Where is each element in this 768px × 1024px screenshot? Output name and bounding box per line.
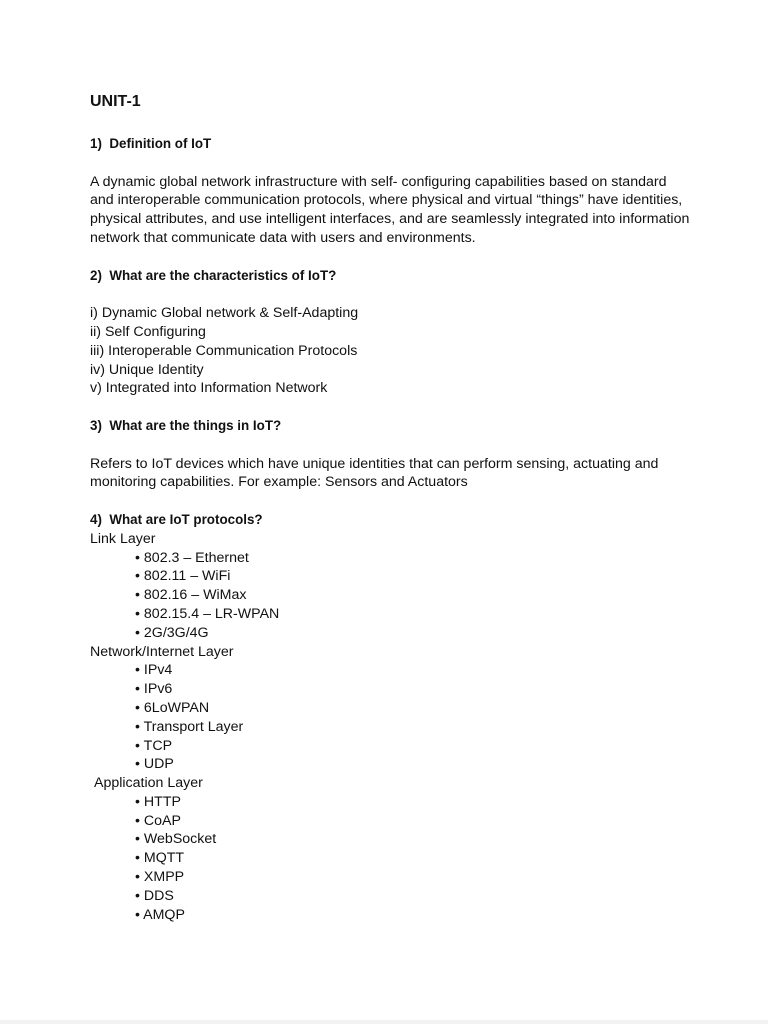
list-item: iv) Unique Identity	[90, 361, 204, 378]
section-heading: 2) What are the characteristics of IoT?	[90, 267, 337, 283]
list-item: iii) Interoperable Communication Protocols	[90, 342, 358, 359]
list-item: • 802.11 – WiFi	[135, 568, 231, 585]
list-item: • AMQP	[135, 906, 185, 923]
layer-label-network: Network/Internet Layer	[90, 643, 234, 660]
paragraph-line: monitoring capabilities. For example: Sensors and Actuators	[90, 474, 468, 491]
list-item: • Transport Layer	[135, 718, 244, 735]
list-item: • IPv6	[135, 681, 173, 698]
section-things	[90, 417, 690, 492]
section-protocols	[90, 511, 690, 925]
list-item: • TCP	[135, 737, 173, 754]
document-content	[90, 92, 690, 924]
list-item: • HTTP	[135, 793, 181, 810]
list-item: ii) Self Configuring	[90, 323, 206, 340]
layer-label-application: Application Layer	[94, 775, 203, 792]
list-item: • UDP	[135, 756, 174, 773]
paragraph-line: and interoperable communication protocols, where physical and virtual “things” have identities,	[90, 192, 683, 209]
section-definition	[90, 135, 690, 248]
list-item: • WebSocket	[135, 831, 217, 848]
paragraph-line: Refers to IoT devices which have unique identities that can perform sensing, actuating and	[90, 455, 659, 472]
section-characteristics	[90, 267, 690, 399]
list-item: • 802.3 – Ethernet	[135, 549, 249, 566]
list-item: • 802.16 – WiMax	[135, 587, 247, 604]
section-heading: 1) Definition of IoT	[90, 136, 212, 151]
layer-label-link: Link Layer	[90, 530, 156, 547]
list-item: • MQTT	[135, 850, 185, 867]
paragraph-line: physical attributes, and use intelligent interfaces, and are seamlessly integrated into information	[90, 211, 690, 228]
list-item: • CoAP	[135, 812, 181, 829]
section-heading: 3) What are the things in IoT?	[90, 417, 282, 433]
list-item: • 802.15.4 – LR-WPAN	[135, 605, 280, 622]
unit-title: UNIT-1	[90, 93, 141, 110]
list-item: • 6LoWPAN	[135, 699, 210, 716]
list-item: v) Integrated into Information Network	[90, 380, 328, 397]
section-heading: 4) What are IoT protocols?	[90, 511, 263, 527]
paragraph-line: A dynamic global network infrastructure with self- configuring capabilities based on standard	[90, 173, 667, 190]
list-item: • IPv4	[135, 662, 173, 679]
paragraph-line: network that communicate data with users and environments.	[90, 229, 476, 246]
page-bottom-edge	[0, 1020, 768, 1024]
list-item: i) Dynamic Global network & Self-Adapting	[90, 305, 359, 322]
list-item: • XMPP	[135, 869, 185, 886]
list-item: • 2G/3G/4G	[135, 624, 209, 641]
list-item: • DDS	[135, 887, 174, 904]
